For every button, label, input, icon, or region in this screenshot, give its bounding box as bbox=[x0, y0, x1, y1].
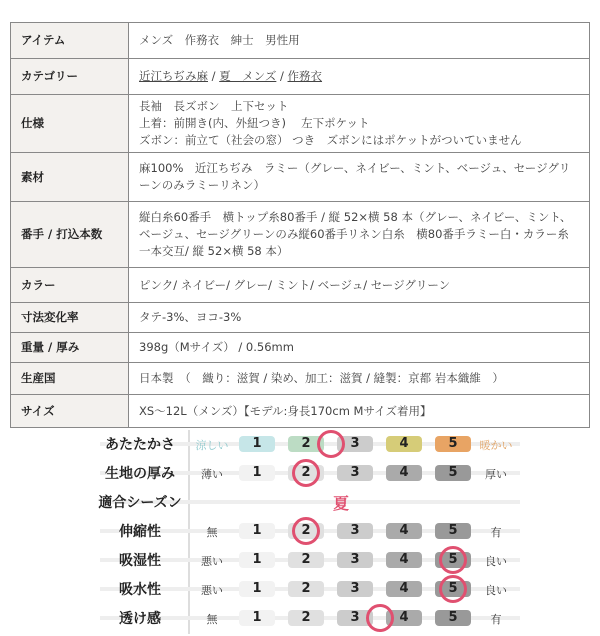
scale-max-label: 有 bbox=[490, 526, 502, 539]
spec-line: ズボン：前立て（社会の窓） つき ズボンにはポケットがついていません bbox=[139, 133, 522, 147]
spec-value: 近江ちぢみ麻 / 夏 メンズ / 作務衣 bbox=[129, 59, 590, 95]
spec-label: サイズ bbox=[11, 395, 129, 428]
scale-box-2: 2 bbox=[288, 465, 324, 481]
scale-box-2: 2 bbox=[288, 523, 324, 539]
rating-row bbox=[0, 607, 600, 629]
spec-row bbox=[11, 23, 590, 59]
scale-box-5: 5 bbox=[435, 436, 471, 452]
scale-box-1: 1 bbox=[239, 465, 275, 481]
scale-box-1: 1 bbox=[239, 581, 275, 597]
spec-label: 素材 bbox=[11, 153, 129, 202]
spec-value: 日本製 （ 織り：滋賀 / 染め、加工：滋賀 / 縫製：京都 岩本織維 ） bbox=[129, 363, 590, 395]
scale-box-3: 3 bbox=[337, 552, 373, 568]
spec-value: 縦白糸60番手 横トップ糸80番手 / 縦 52×横 58 本（グレー、ネイビー、ミント、ベージュ、セージグリーンのみ縦60番手リネン白糸 横80番手ラミー白・カラー糸一本交互/ 縦 52×横 58 本） bbox=[129, 202, 590, 268]
spec-row bbox=[11, 395, 590, 428]
scale-box-2: 2 bbox=[288, 581, 324, 597]
spec-label: 生産国 bbox=[11, 363, 129, 395]
spec-value: 麻100% 近江ちぢみ ラミー（グレー、ネイビー、ミント、ベージュ、セージグリーンのみラミーリネン） bbox=[129, 153, 590, 202]
scale-box-2: 2 bbox=[288, 552, 324, 568]
rating-marker bbox=[439, 575, 467, 603]
spec-value bbox=[129, 95, 590, 153]
scale-box-1: 1 bbox=[239, 552, 275, 568]
rating-label: 適合シーズン bbox=[98, 495, 182, 511]
rating-row bbox=[0, 549, 600, 571]
scale-box-1: 1 bbox=[239, 610, 275, 626]
spec-row bbox=[11, 268, 590, 303]
scale-box-5: 5 bbox=[435, 465, 471, 481]
scale-max-label: 有 bbox=[490, 613, 502, 626]
spec-label: 仕様 bbox=[11, 95, 129, 153]
rating-marker bbox=[317, 430, 345, 458]
spec-label: カテゴリー bbox=[11, 59, 129, 95]
rating-label: 吸湿性 bbox=[119, 553, 161, 569]
rating-label: あたたかさ bbox=[105, 437, 175, 453]
scale-box-4: 4 bbox=[386, 523, 422, 539]
scale-min-label: 無 bbox=[206, 526, 218, 539]
rating-marker bbox=[292, 517, 320, 545]
scale-box-4: 4 bbox=[386, 581, 422, 597]
rating-row bbox=[0, 578, 600, 600]
spec-row bbox=[11, 363, 590, 395]
scale-box-3: 3 bbox=[337, 465, 373, 481]
scale-min-label: 悪い bbox=[201, 584, 223, 597]
spec-label: 番手 / 打込本数 bbox=[11, 202, 129, 268]
rating-label: 吸水性 bbox=[119, 582, 161, 598]
rating-marker bbox=[292, 459, 320, 487]
spec-value: ピンク/ ネイビー/ グレー/ ミント/ ベージュ/ セージグリーン bbox=[129, 268, 590, 303]
scale-box-3: 3 bbox=[337, 436, 373, 452]
scale-box-3: 3 bbox=[337, 581, 373, 597]
spec-row bbox=[11, 333, 590, 363]
season-value: 夏 bbox=[333, 494, 350, 513]
spec-label: アイテム bbox=[11, 23, 129, 59]
scale-box-1: 1 bbox=[239, 436, 275, 452]
spec-row bbox=[11, 95, 590, 153]
rating-row bbox=[0, 520, 600, 542]
scale-box-4: 4 bbox=[386, 465, 422, 481]
spec-label: 寸法変化率 bbox=[11, 303, 129, 333]
scale-box-2: 2 bbox=[288, 436, 324, 452]
spec-row bbox=[11, 303, 590, 333]
rating-row bbox=[0, 491, 600, 513]
spec-label: カラー bbox=[11, 268, 129, 303]
spec-label: 重量 / 厚み bbox=[11, 333, 129, 363]
category-link[interactable]: 近江ちぢみ麻 bbox=[139, 69, 208, 83]
spec-value: タテ-3%、ヨコ-3% bbox=[129, 303, 590, 333]
scale-box-3: 3 bbox=[337, 610, 373, 626]
spec-line: 長袖 長ズボン 上下セット bbox=[139, 99, 289, 113]
scale-min-label: 涼しい bbox=[195, 439, 229, 452]
rating-row bbox=[0, 462, 600, 484]
scale-box-5: 5 bbox=[435, 581, 471, 597]
scale-max-label: 良い bbox=[485, 555, 507, 568]
scale-max-label: 暖かい bbox=[479, 439, 513, 452]
spec-table bbox=[10, 22, 590, 428]
scale-min-label: 薄い bbox=[201, 468, 223, 481]
rating-label: 伸縮性 bbox=[119, 524, 161, 540]
scale-box-2: 2 bbox=[288, 610, 324, 626]
spec-row bbox=[11, 59, 590, 95]
scale-box-1: 1 bbox=[239, 523, 275, 539]
scale-box-5: 5 bbox=[435, 610, 471, 626]
rating-label: 生地の厚み bbox=[105, 466, 175, 482]
category-link[interactable]: 夏 メンズ bbox=[219, 69, 277, 83]
spec-value: メンズ 作務衣 紳士 男性用 bbox=[129, 23, 590, 59]
scale-box-4: 4 bbox=[386, 552, 422, 568]
scale-box-5: 5 bbox=[435, 523, 471, 539]
spec-value: XS～12L（メンズ）【モデル:身長170cm Mサイズ着用】 bbox=[129, 395, 590, 428]
rating-marker bbox=[439, 546, 467, 574]
spec-value: 398g（Mサイズ） / 0.56mm bbox=[129, 333, 590, 363]
rating-marker bbox=[366, 604, 394, 632]
scale-min-label: 無 bbox=[206, 613, 218, 626]
scale-box-4: 4 bbox=[386, 610, 422, 626]
scale-box-5: 5 bbox=[435, 552, 471, 568]
scale-min-label: 悪い bbox=[201, 555, 223, 568]
scale-box-4: 4 bbox=[386, 436, 422, 452]
scale-max-label: 厚い bbox=[485, 468, 507, 481]
scale-max-label: 良い bbox=[485, 584, 507, 597]
category-link[interactable]: 作務衣 bbox=[287, 69, 323, 83]
rating-row bbox=[0, 433, 600, 455]
spec-line: 上着：前開き(内、外紐つき) 左下ポケット bbox=[139, 116, 370, 130]
spec-row bbox=[11, 153, 590, 202]
spec-row bbox=[11, 202, 590, 268]
scale-box-3: 3 bbox=[337, 523, 373, 539]
rating-chart bbox=[0, 430, 600, 636]
rating-label: 透け感 bbox=[119, 611, 161, 627]
